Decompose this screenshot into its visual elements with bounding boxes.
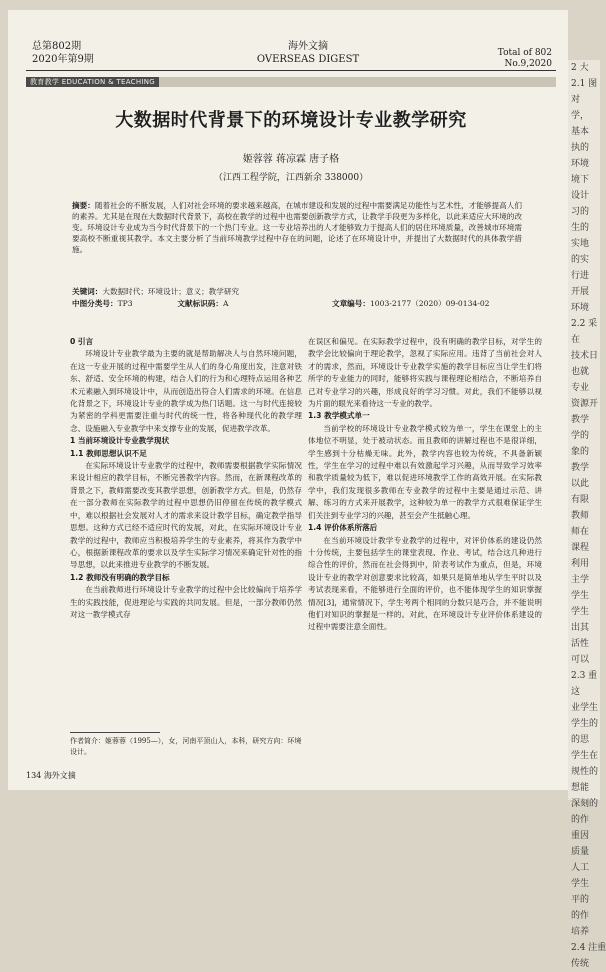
adjacent-page-fragment: 行进 <box>571 271 590 281</box>
adjacent-page-fragment: 2.3 重 <box>571 671 598 681</box>
footnote-text: 姬蓉蓉（1995—），女，河南平顶山人，本科，研究方向：环境设计。 <box>70 737 302 756</box>
journal-page <box>8 10 568 790</box>
adjacent-page-fragment: 学生的 <box>571 719 599 729</box>
author-footnote <box>70 736 302 758</box>
adjacent-page-fragment: 教学 <box>571 415 590 425</box>
adjacent-page-fragment: 的作 <box>571 815 590 825</box>
adjacent-page-fragment: 象的 <box>571 447 590 457</box>
adjacent-page-fragment: 规性的 <box>571 767 599 777</box>
adjacent-page-fragment: 对 <box>571 95 581 105</box>
adjacent-page-fragment: 2.2 采 <box>571 319 598 329</box>
body-column-right <box>308 336 542 634</box>
adjacent-page-fragment: 主学 <box>571 575 590 585</box>
adjacent-page-fragment: 培养 <box>571 927 590 937</box>
adjacent-page-fragment: 2 大 <box>571 63 589 73</box>
section-heading: 1 当前环境设计专业教学现状 <box>70 436 170 446</box>
adjacent-page-fragment: 可以 <box>571 655 590 665</box>
adjacent-page-fragment: 师在 <box>571 527 590 537</box>
adjacent-page-fragment: 平的 <box>571 895 590 905</box>
adjacent-page-fragment: 学， <box>571 111 590 121</box>
adjacent-page-fragment: 设计 <box>571 191 590 201</box>
doc-code-value: A <box>222 299 229 308</box>
abstract-text: 随着社会的不断发展，人们对社会环境的要求越来越高，在城市建设和发展的过程中需要满足功能性与艺术性，才能够提高人们的素养。尤其是在现在大数据时代背景下，高校在教学的过程中也需要创新教学方式，让教学手段更为多样化，以此来适应大环境的改变。环境设计专业成为当今时代背景下的一个热门专业。这一专业培养出的人才能够致力于提高人们的居住环境质量，改善城市环境需要高校不断重视其教学。本文主要分析了当前环境教学过程中存在的问题，论述了在环境设计中，并提出了大数据时代的具体教学措施。 <box>72 201 523 254</box>
adjacent-page-fragment: 境下 <box>571 175 590 185</box>
section-heading: 1.4 评价体系所落后 <box>308 523 378 533</box>
adjacent-page-fragment: 2.4 注重 <box>571 943 606 953</box>
adjacent-page-fragment: 的思 <box>571 735 590 745</box>
paragraph: 环境设计专业教学最为主要的就是帮助解决人与自然环境问题，在这一专业开展的过程中需要学生从人们的身心角度出发，注意对铁东、舒适、安全环境的构建，结合人们的行为和心理特点运用各种艺术元素融入到环境设计中，从而创造出符合人们需求的环境。在信息化背景之下，环境设计专业的教学成为热门话题。这一与时代连接较为紧密的学科更需要注重与时代的统一性，将各种现代化的教学理念、设施融入专业教学中来支撑专业的发展，促进教学改革。 <box>70 349 302 433</box>
section-heading: 0 引言 <box>70 337 94 346</box>
clc-label: 中图分类号： <box>72 299 118 308</box>
header-year-issue: 2020年第9期 <box>32 54 94 65</box>
adjacent-page-fragment: 习的 <box>571 207 590 217</box>
header-journal-cn: 海外文摘 <box>288 41 328 52</box>
adjacent-page-fragment: 质量 <box>571 847 590 857</box>
adjacent-page-fragment: 重因 <box>571 831 590 841</box>
header-journal-en: OVERSEAS DIGEST <box>256 54 360 65</box>
abstract-label: 摘要： <box>72 201 95 210</box>
adjacent-page-fragment: 学生 <box>571 879 590 889</box>
footnote-rule <box>70 732 160 733</box>
adjacent-page-fragment: 活性 <box>571 639 590 649</box>
adjacent-page-fragment: 资源开 <box>571 399 599 409</box>
adjacent-page-fragment: 在 <box>571 335 581 345</box>
adjacent-page-fragment: 深刻的 <box>571 799 599 809</box>
adjacent-page-fragment: 利用 <box>571 559 590 569</box>
paragraph: 在实际环境设计专业教学的过程中，教师需要根据教学实际情况来设计相应的教学目标，不断完善教学内容。然而，在新课程改革的背景之下，教师需要改变其教学思想，创新教学方式。但是，仍然存在一部分教师在实际教学的过程中思想仍旧停留在传统的教学模式中，难以根据社会发展对人才的需求来设计教学目标，确定教学指导思想。这种方式已经不适应时代的发展，对此，在实际环境设计专业教学的过程中，教师应当积极培养学生的专业素养，将其作为教学中心，根据新课程改革的要求以及学生实际学习情况来确定针对性的指导思想，以此来推进专业教学的不断发展。 <box>70 461 302 570</box>
adjacent-page-fragment: 教学 <box>571 463 590 473</box>
adjacent-page-fragment: 学生 <box>571 607 590 617</box>
section-tag: 教育教学 EDUCATION & TEACHING <box>26 77 159 87</box>
adjacent-page-fragment: 的实 <box>571 255 590 265</box>
header-issue-en <box>498 48 552 70</box>
adjacent-page-fragment: 学生 <box>571 591 590 601</box>
abstract <box>72 200 522 255</box>
footnote-label: 作者简介： <box>70 737 105 745</box>
keywords-text: 大数据时代；环境设计；意义；教学研究 <box>102 287 240 296</box>
article-no-label: 文章编号： <box>332 299 370 308</box>
section-heading: 1.1 教师思想认识不足 <box>70 448 147 458</box>
adjacent-page-fragment: 执的 <box>571 143 590 153</box>
adjacent-page-fragment: 传统 <box>571 959 590 969</box>
adjacent-page-fragment: 有限 <box>571 495 590 505</box>
body-column-left <box>70 336 302 621</box>
page-folio: 134 海外文摘 <box>26 771 76 780</box>
article-affiliation: （江西工程学院，江西新余 338000） <box>213 173 369 183</box>
article-no-value: 1003-2177（2020）09-0134-02 <box>369 299 490 308</box>
section-heading: 1.2 教师没有明确的教学目标 <box>70 572 170 582</box>
keywords-label: 关键词： <box>72 287 103 296</box>
adjacent-page-fragment: 环境 <box>571 159 590 169</box>
header-total-issue: 总第802期 <box>32 41 82 52</box>
adjacent-page-fragment: 专业 <box>571 383 590 393</box>
adjacent-page-fragment: 业学生 <box>571 703 599 713</box>
adjacent-page-fragment: 教师 <box>571 511 590 521</box>
adjacent-page-fragment: 实地 <box>571 239 590 249</box>
adjacent-page-fragment: 环境 <box>571 303 590 313</box>
paragraph: 在误区和偏见。在实际教学过程中，没有明确的教学目标，对学生的教学会比较偏向于理论教学，忽视了实际应用。违背了当前社会对人才的需求，然而，环境设计专业教学实施的教学目标应当让学生们将所学的专业能力的同时，能够将实践与课程理论相结合，不断培养自己对专业学习的兴趣，形成良好的学习习惯。对此，我们不能够以视为片面的眼光来看待这一专业的教学。 <box>308 337 542 409</box>
paragraph: 当前学校的环境设计专业教学模式较为单一，学生在课堂上的主体地位不明显，处于被动状态。而且教师的讲解过程也不是很详细，学生感到十分枯燥无味。此外，教学内容也较为传统，不具备新颖性，学生在学习的过程中难以有效激起学习兴趣，从而导致学习效率和教学质量较为低下，难以促进环境教学工作的高效开展。在实际教学中，我们发现很多教师在专业教学的过程中主要是通过示范、讲解、练习的方式来开展教学，这种较为单一的教学方式很难保证学生们关注到专业学习的兴趣，甚至会产生抵触心理。 <box>308 423 542 520</box>
adjacent-page-fragment: 学的 <box>571 431 590 441</box>
adjacent-page-fragment: 课程 <box>571 543 590 553</box>
adjacent-page-fragment: 技术日 <box>571 351 599 361</box>
article-authors: 姬蓉蓉 蒋凉霖 唐子格 <box>242 154 340 165</box>
adjacent-page-edge <box>568 60 606 969</box>
header-number-en: No.9,2020 <box>504 59 552 69</box>
article-title: 大数据时代背景下的环境设计专业教学研究 <box>115 110 467 131</box>
adjacent-page-fragment: 的作 <box>571 911 590 921</box>
header-issue <box>32 40 94 66</box>
adjacent-page-fragment: 2.1 图 <box>571 79 598 89</box>
classification-row <box>72 298 522 309</box>
adjacent-page-fragment: 出其 <box>571 623 590 633</box>
section-heading: 1.3 教学模式单一 <box>308 411 370 421</box>
adjacent-page-fragment: 想能 <box>571 783 590 793</box>
doc-code-label: 文献标识码： <box>177 299 223 308</box>
adjacent-page-fragment: 人工 <box>571 863 590 873</box>
header-total-en: Total of 802 <box>497 48 552 58</box>
paragraph: 在当前环境设计教学专业教学的过程中，对评价体系的建设仍然十分传统，主要包括学生的课堂表现、作业、考试，结合这几种进行综合性的评价，然而在社会得到中，阶表考试作为重点，但是，环境设计专业的教学对创意要求比较高，如果只是简单地从学生平时以及考试表现来看，不能够进行全面的评价，也不能体现学生的知识掌握情况[3]，通常情况下，学生考两个相同的分数只是巧合，并不能说明他们对知识的掌握是一样的。对此，在环境设计专业评价体系建设的过程中需要注意全面性。 <box>308 535 542 632</box>
adjacent-page-fragment: 开展 <box>571 287 590 297</box>
header-rule <box>26 70 556 71</box>
header-journal <box>228 40 388 66</box>
keywords-row <box>72 286 522 297</box>
adjacent-page-fragment: 这 <box>571 687 581 697</box>
adjacent-page-fragment: 基本 <box>571 127 590 137</box>
adjacent-page-fragment: 也就 <box>571 367 590 377</box>
adjacent-page-fragment: 学生在 <box>571 751 599 761</box>
adjacent-page-fragment: 以此 <box>571 479 590 489</box>
paragraph: 在当前教师进行环境设计专业教学的过程中会比较偏向于培养学生的实践技能，促进理论与实践的共同发展。但是，一部分教师仍然对这一教学模式存 <box>70 585 302 619</box>
adjacent-page-fragment: 生的 <box>571 223 590 233</box>
clc-value: TP3 <box>117 299 133 308</box>
